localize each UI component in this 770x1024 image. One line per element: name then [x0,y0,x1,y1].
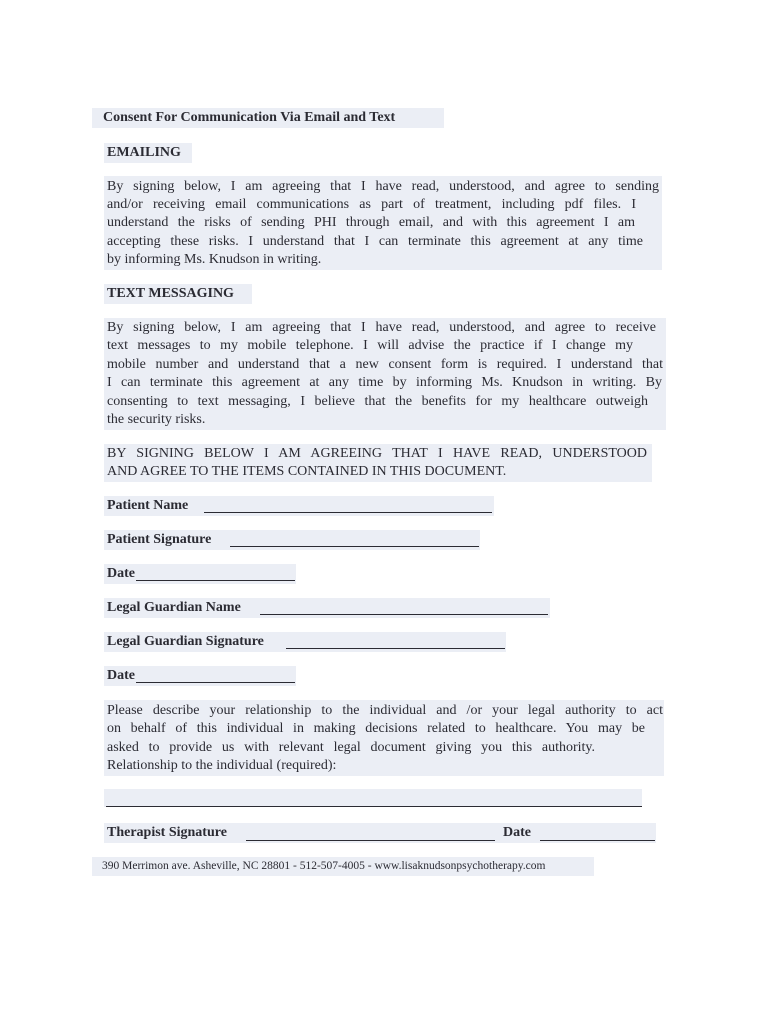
agreement-line: AND AGREE TO THE ITEMS CONTAINED IN THIS DOCUMENT. [107,464,507,479]
therapist-date-label: Date [503,825,531,840]
patient-signature-label: Patient Signature [107,532,212,547]
texting-line: the security risks. [107,412,206,427]
guardian-signature-line[interactable] [286,648,505,649]
emailing-line: by informing Ms. Knudson in writing. [107,252,322,267]
texting-line: I can terminate this agreement at any time by informing Ms. Knudson in writing. By [107,375,662,390]
relationship-line: asked to provide us with relevant legal document giving you this authority. [107,740,595,755]
texting-heading: TEXT MESSAGING [107,286,234,301]
relationship-answer-line[interactable] [106,806,642,807]
emailing-line: By signing below, I am agreeing that I have read, understood, and agree to sending [107,179,659,194]
therapist-signature-label: Therapist Signature [107,825,227,840]
relationship-line: on behalf of this individual in making decisions related to healthcare. You may be [107,721,645,736]
date-line[interactable] [136,580,295,581]
agreement-line: BY SIGNING BELOW I AM AGREEING THAT I HAVE READ, UNDERSTOOD [107,446,647,461]
therapist-signature-line[interactable] [246,840,495,841]
texting-line: consenting to text messaging, I believe that the benefits for my healthcare outweigh [107,394,648,409]
answer-band [104,789,642,807]
texting-line: mobile number and understand that a new consent form is required. I understand that [107,357,663,372]
emailing-line: understand the risks of sending PHI through email, and with this agreement I am [107,215,635,230]
patient-name-line[interactable] [204,512,492,513]
guardian-signature-label: Legal Guardian Signature [107,634,264,649]
guardian-name-line[interactable] [260,614,548,615]
relationship-line: Relationship to the individual (required): [107,758,337,773]
guardian-name-label: Legal Guardian Name [107,600,241,615]
emailing-line: and/or receiving email communications as part of treatment, including pdf files. I [107,197,636,212]
page-title: Consent For Communication Via Email and Text [103,110,396,125]
patient-signature-line[interactable] [230,546,479,547]
patient-name-label: Patient Name [107,498,189,513]
relationship-line: Please describe your relationship to the individual and /or your legal authority to act [107,703,663,718]
texting-line: By signing below, I am agreeing that I have read, understood, and agree to receive [107,320,656,335]
emailing-line: accepting these risks. I understand that I can terminate this agreement at any time [107,234,643,249]
texting-line: text messages to my mobile telephone. I will advise the practice if I change my [107,338,633,353]
date-line[interactable] [136,682,295,683]
therapist-date-line[interactable] [540,840,655,841]
date-label: Date [107,668,135,683]
emailing-heading: EMAILING [107,145,181,160]
footer-address: 390 Merrimon ave. Asheville, NC 28801 - 512-507-4005 - www.lisaknudsonpsychotherapy.com [102,860,546,872]
date-label: Date [107,566,135,581]
